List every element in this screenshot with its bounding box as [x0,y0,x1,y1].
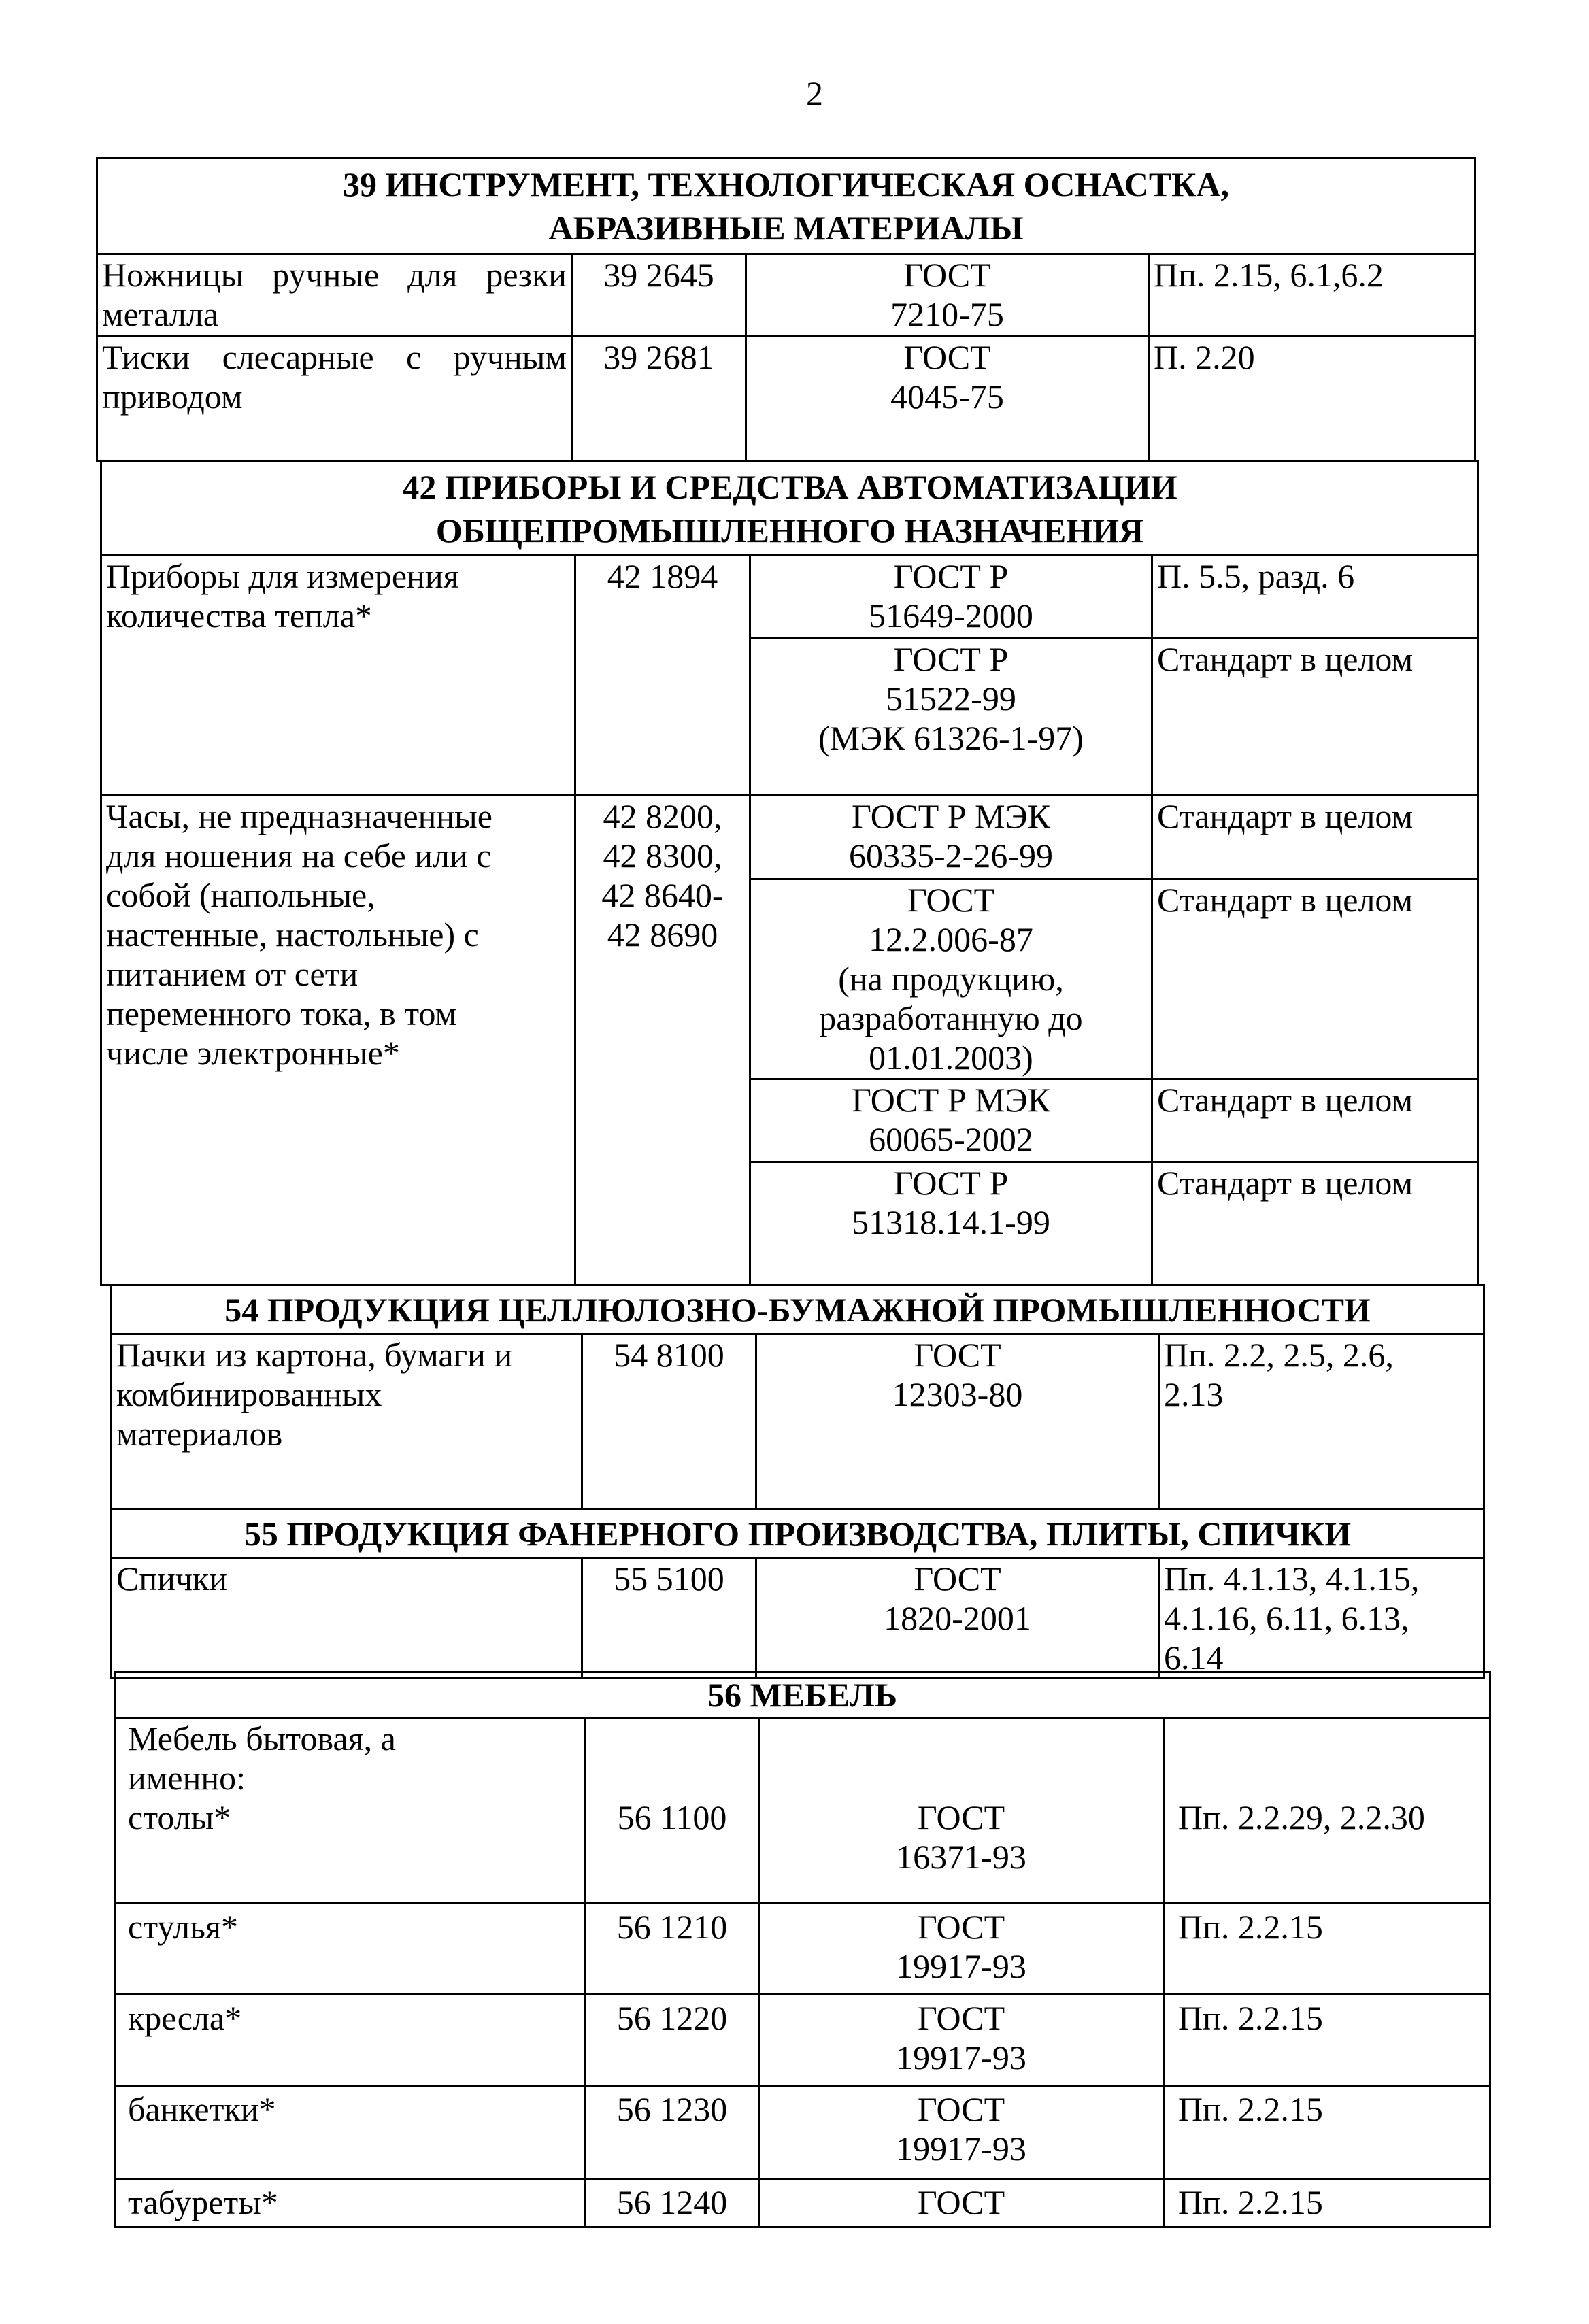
standard-designation: ГОСТ 4045-75 [746,337,1149,462]
product-code: 39 2645 [572,254,746,337]
standard-clauses: Стандарт в целом [1152,796,1479,879]
product-name: стулья* [115,1904,586,1995]
product-code: 55 5100 [582,1558,756,1679]
standard-clauses: Стандарт в целом [1152,1079,1479,1162]
standard-designation: ГОСТ 12303-80 [756,1334,1159,1509]
standard-designation: ГОСТ Р МЭК 60335-2-26-99 [750,796,1152,879]
product-name: кресла* [115,1995,586,2086]
section-header: 55 ПРОДУКЦИЯ ФАНЕРНОГО ПРОИЗВОДСТВА, ПЛИТЫ, СПИЧКИ [112,1509,1484,1558]
table-row [115,1904,1490,1995]
section-header: 54 ПРОДУКЦИЯ ЦЕЛЛЮЛОЗНО-БУМАЖНОЙ ПРОМЫШЛЕННОСТИ [112,1285,1484,1334]
standard-designation: ГОСТ 1820-2001 [756,1558,1159,1679]
standard-clauses: П. 2.20 [1149,337,1475,462]
standard-designation: ГОСТ [759,2179,1164,2227]
standard-clauses: Пп. 2.15, 6.1,6.2 [1149,254,1475,337]
standard-clauses: Стандарт в целом [1152,639,1479,796]
section-table [100,460,1479,1286]
product-name: Ножницы ручные для резки металла [97,254,572,337]
table-row [115,2179,1490,2227]
table-row [115,2086,1490,2179]
product-name: Часы, не предназначенные для ношения на себе или с собой (напольные, настенные, настольные) с питанием от сети переменного тока, в том числе электронные* [101,796,575,1285]
standard-designation: ГОСТ 7210-75 [746,254,1149,337]
product-code: 56 1230 [586,2086,759,2179]
standard-clauses: Пп. 2.2.15 [1164,2086,1490,2179]
product-name: Спички [112,1558,582,1679]
standard-clauses: Пп. 2.2.15 [1164,1995,1490,2086]
product-name: Мебель бытовая, а именно: столы* [115,1718,586,1904]
product-code: 56 1220 [586,1995,759,2086]
table-row [101,556,1479,639]
standard-clauses: П. 5.5, разд. 6 [1152,556,1479,639]
product-name: Пачки из картона, бумаги и комбинированных материалов [112,1334,582,1509]
section-table [114,1671,1491,2228]
page-number: 2 [806,74,823,112]
standard-designation: ГОСТ Р МЭК 60065-2002 [750,1079,1152,1162]
table-row [112,1334,1484,1509]
table-row [115,1718,1490,1904]
section-header: 39 ИНСТРУМЕНТ, ТЕХНОЛОГИЧЕСКАЯ ОСНАСТКА, АБРАЗИВНЫЕ МАТЕРИАЛЫ [97,158,1475,254]
product-name: Тиски слесарные с ручным приводом [97,337,572,462]
product-code: 42 1894 [575,556,750,796]
standard-clauses: Пп. 2.2.15 [1164,1904,1490,1995]
standard-clauses: Пп. 2.2, 2.5, 2.6, 2.13 [1159,1334,1484,1509]
standard-designation: ГОСТ Р 51522-99 (МЭК 61326-1-97) [750,639,1152,796]
standard-designation: ГОСТ 12.2.006-87 (на продукцию, разработанную до 01.01.2003) [750,879,1152,1079]
table-row [97,337,1475,462]
product-code: 56 1210 [586,1904,759,1995]
standard-designation: ГОСТ 19917-93 [759,1995,1164,2086]
standard-clauses: Пп. 4.1.13, 4.1.15, 4.1.16, 6.11, 6.13, 6.14 [1159,1558,1484,1679]
product-code: 39 2681 [572,337,746,462]
standard-clauses: Пп. 2.2.15 [1164,2179,1490,2227]
standard-designation: ГОСТ 19917-93 [759,2086,1164,2179]
section-table [96,157,1476,462]
standard-designation: ГОСТ 19917-93 [759,1904,1164,1995]
product-code: 56 1240 [586,2179,759,2227]
product-code: 56 1100 [586,1718,759,1904]
section-table [110,1284,1485,1510]
table-row [115,1995,1490,2086]
table-row [101,796,1479,879]
standard-designation: ГОСТ Р 51649-2000 [750,556,1152,639]
product-code: 54 8100 [582,1334,756,1509]
product-code: 42 8200, 42 8300, 42 8640- 42 8690 [575,796,750,1285]
table-row [97,254,1475,337]
product-name: Приборы для измерения количества тепла* [101,556,575,796]
standard-clauses: Стандарт в целом [1152,879,1479,1079]
section-header: 42 ПРИБОРЫ И СРЕДСТВА АВТОМАТИЗАЦИИ ОБЩЕПРОМЫШЛЕННОГО НАЗНАЧЕНИЯ [101,462,1479,556]
section-table [110,1508,1485,1679]
product-name: банкетки* [115,2086,586,2179]
standard-designation: ГОСТ 16371-93 [759,1718,1164,1904]
product-name: табуреты* [115,2179,586,2227]
standard-clauses: Пп. 2.2.29, 2.2.30 [1164,1718,1490,1904]
section-header: 56 МЕБЕЛЬ [115,1672,1490,1718]
table-row [112,1558,1484,1679]
standard-designation: ГОСТ Р 51318.14.1-99 [750,1162,1152,1285]
standard-clauses: Стандарт в целом [1152,1162,1479,1285]
